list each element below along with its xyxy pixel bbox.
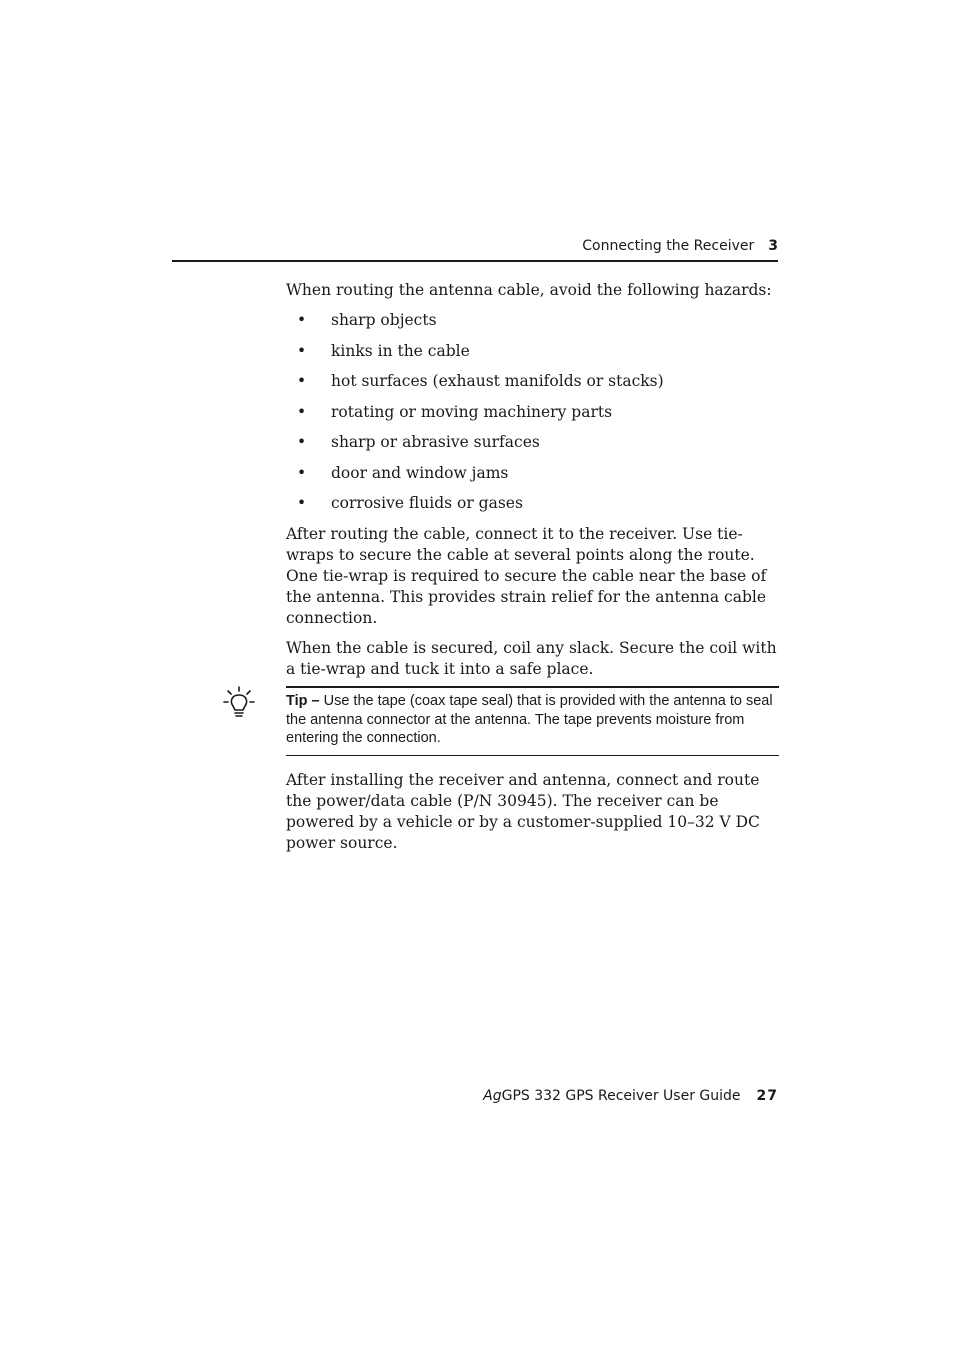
hazard-list [286,310,780,514]
list-item [286,402,780,423]
bullet: • [297,311,307,329]
list-item [286,463,780,484]
bullet: • [297,494,307,512]
list-item [286,432,780,453]
bullet: • [297,402,307,421]
body-paragraph: When the cable is secured, coil any slack. Secure the coil with a tie-wrap and tuck it into a safe place. [286,638,777,678]
list-item-text: kinks in the cable [331,341,470,360]
body-paragraph: After installing the receiver and antenna, connect and route the power/data cable (P/N 30945). The receiver can be powered by a vehicle or by a customer-supplied 10–32 V DC power source. [286,771,760,852]
list-item-text: door and window jams [331,463,509,482]
tip-box [286,686,779,756]
list-item-text: hot surfaces (exhaust manifolds or stacks) [331,372,664,390]
product-prefix: Ag [483,1088,502,1104]
tip-text: Use the tape (coax tape seal) that is provided with the antenna to seal the antenna connector at the antenna. The tape prevents moisture from entering the connection. [286,693,773,746]
running-header [172,236,778,262]
chapter-title: Connecting the Receiver [582,238,755,254]
bullet: • [297,372,307,390]
body-paragraph: After routing the cable, connect it to the receiver. Use tie-wraps to secure the cable at several points along the route. One tie-wrap is required to secure the cable near the base of the antenna. This provides strain relief for the antenna cable connection. [286,524,767,627]
list-item-text: sharp objects [331,311,437,329]
list-item [286,493,780,514]
chapter-number: 3 [768,238,778,254]
list-item-text: rotating or moving machinery parts [331,402,613,421]
bullet: • [297,433,307,451]
bullet: • [297,341,307,360]
main-text [286,280,780,689]
list-item [286,310,780,331]
bullet: • [297,463,307,482]
product-name: GPS 332 GPS Receiver User Guide [501,1088,741,1104]
running-footer [172,1086,778,1106]
closing-text [286,770,780,854]
page-number: 27 [756,1088,778,1104]
tip-label: Tip – [286,693,320,709]
list-item-text: sharp or abrasive surfaces [331,433,540,451]
intro-paragraph: When routing the antenna cable, avoid the following hazards: [286,281,772,299]
list-item [286,371,780,392]
lightbulb-icon [222,686,256,720]
list-item [286,341,780,362]
list-item-text: corrosive fluids or gases [331,494,523,512]
